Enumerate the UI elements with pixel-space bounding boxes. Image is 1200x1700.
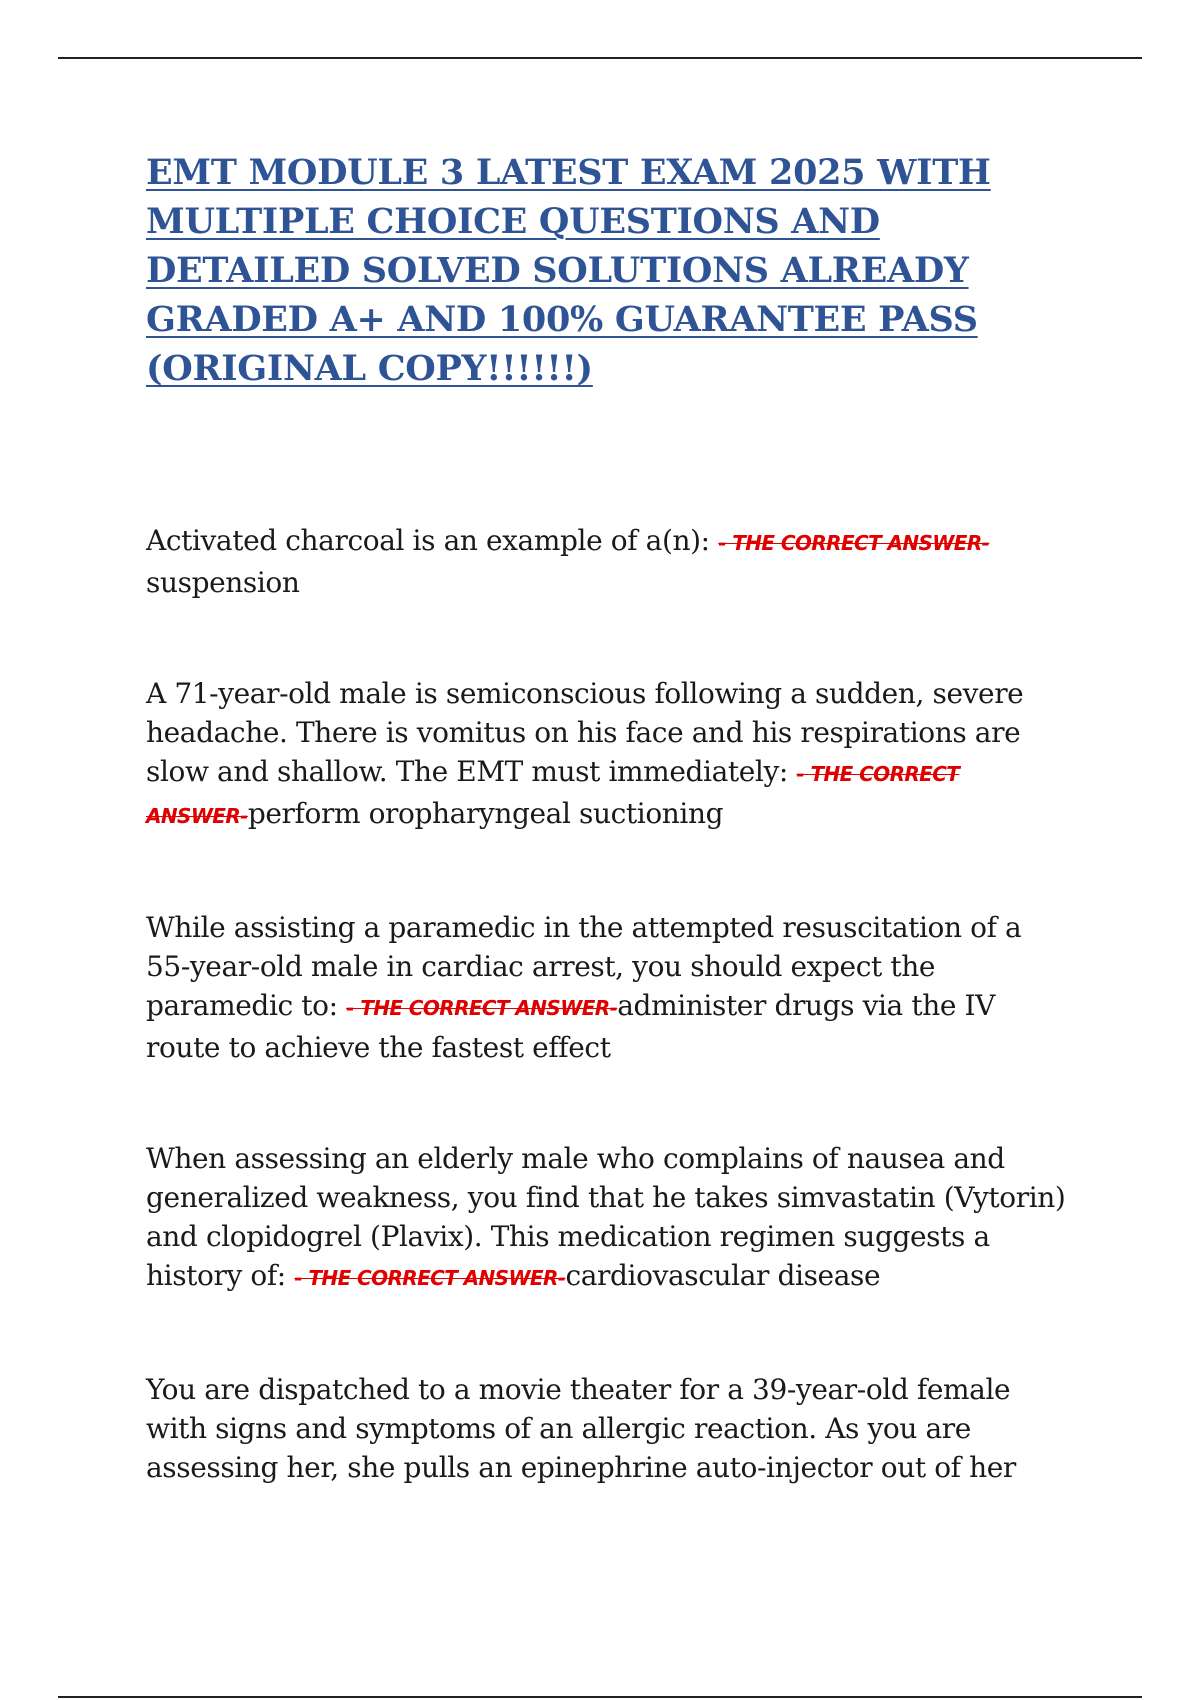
question-text: You are dispatched to a movie theater for a 39-year-old female with signs and symptoms of an allergic reaction. As you are assessing her, she pulls an epinephrine auto-injector out of her xyxy=(146,1373,1016,1484)
question-text: A 71-year-old male is semiconscious following a sudden, severe headache. There is vomitus on his face and his respirations are slow and shallow. The EMT must immediately: xyxy=(146,677,1024,788)
correct-answer-marker: - THE CORRECT ANSWER- xyxy=(294,1266,566,1290)
qa-item xyxy=(146,1139,1066,1298)
qa-item xyxy=(146,1370,1066,1487)
document-title[interactable]: EMT MODULE 3 LATEST EXAM 2025 WITH MULTIPLE CHOICE QUESTIONS AND DETAILED SOLVED SOLUTIONS ALREADY GRADED A+ AND 100% GUARANTEE PASS (ORIGINAL COPY!!!!!!) xyxy=(146,152,991,389)
qa-item xyxy=(146,674,1066,836)
qa-item xyxy=(146,521,1066,602)
correct-answer-marker: - THE CORRECT ANSWER- xyxy=(146,762,960,828)
bottom-divider xyxy=(58,1696,1142,1698)
document-body xyxy=(146,148,1066,1487)
top-divider xyxy=(58,57,1142,59)
answer-text: perform oropharyngeal suctioning xyxy=(247,797,724,830)
question-text: When assessing an elderly male who complains of nausea and generalized weakness, you find that he takes simvastatin (Vytorin) and clopidogrel (Plavix). This medication regimen suggests a history of: xyxy=(146,1142,1066,1292)
answer-text: administer drugs via the IV route to achieve the fastest effect xyxy=(146,989,995,1064)
correct-answer-marker: - THE CORRECT ANSWER- xyxy=(718,531,990,555)
question-text: Activated charcoal is an example of a(n): xyxy=(146,524,719,557)
correct-answer-marker: - THE CORRECT ANSWER- xyxy=(346,996,618,1020)
answer-text: suspension xyxy=(146,566,300,599)
question-text: While assisting a paramedic in the attempted resuscitation of a 55-year-old male in cardiac arrest, you should expect the paramedic to: xyxy=(146,911,1022,1022)
answer-text: cardiovascular disease xyxy=(565,1259,881,1292)
qa-item xyxy=(146,908,1066,1067)
